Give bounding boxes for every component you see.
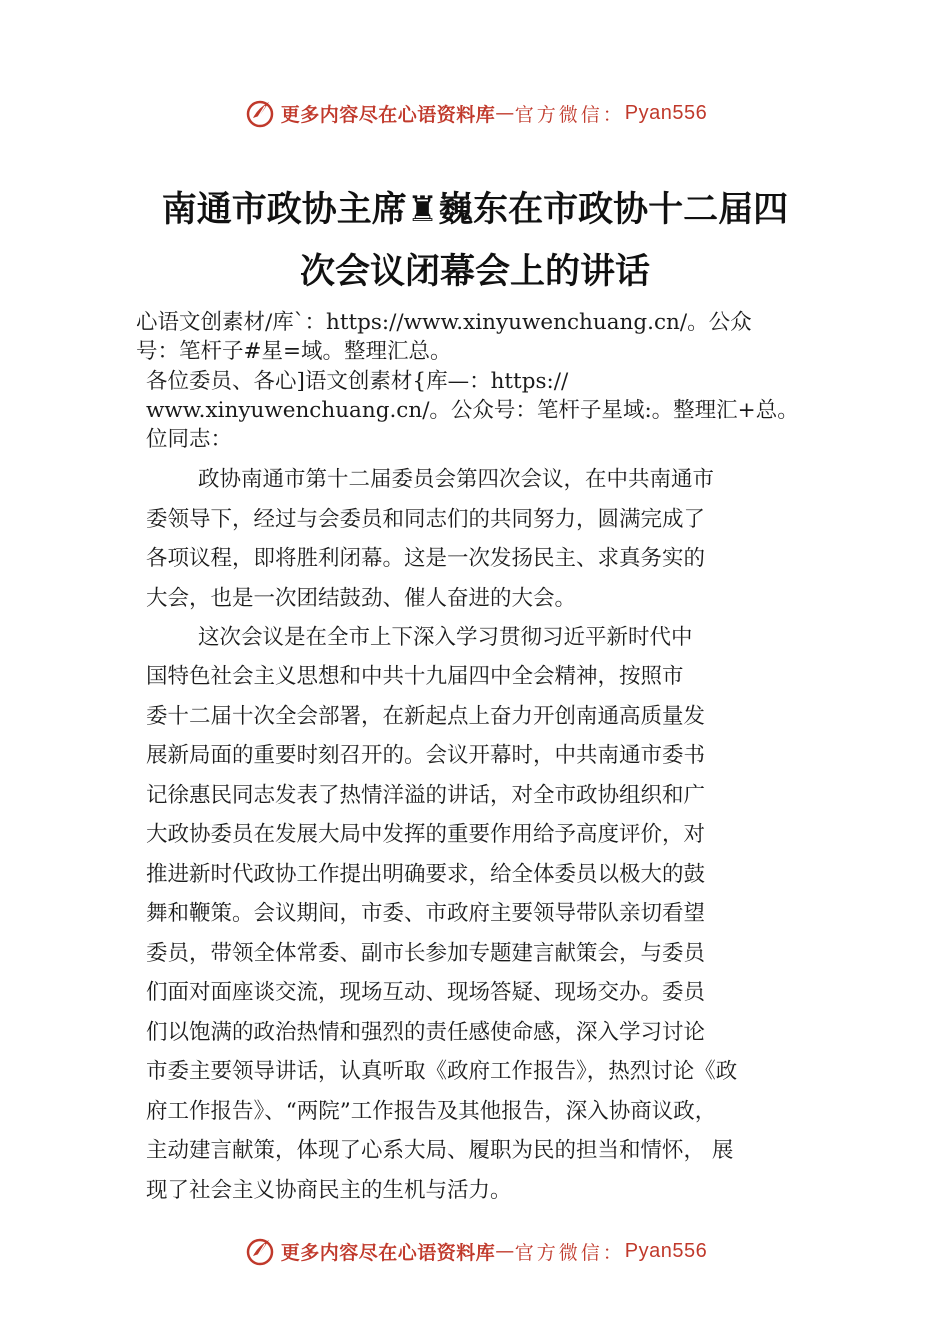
paragraph-line: 府工作报告》、“两院”工作报告及其他报告，深入协商议政， [146,1099,717,1124]
banner-separator: — [495,102,515,124]
paragraph-line: 展新局面的重要时刻召开的。会议开幕时，中共南通市委书 [146,743,706,768]
paragraph-line: 委领导下，经过与会委员和同志们的共同努力，圆满完成了 [146,507,706,532]
banner-wechat-label: 官方微信： [514,1241,625,1264]
paragraph-line: 委十二届十次全会部署，在新起点上奋力开创南通高质量发 [146,704,706,729]
banner-main-text: 更多内容尽在心语资料库 [280,1241,496,1264]
document-title-line-2: 次会议闭幕会上的讲话 [299,252,650,292]
salutation-line: www.xinyuwenchuang.cn/。公众号：笔杆子星域:。整理汇+总。 [146,398,799,423]
footer-banner [0,1234,950,1268]
header-note-line: 号：笔杆子#星=域。整理汇总。 [136,339,452,364]
salutation-line: 各位委员、各心]语文创素材{库—：https:// [146,369,569,394]
paragraph-line: 市委主要领导讲话，认真听取《政府工作报告》，热烈讨论《政 [146,1059,738,1084]
header-note-line: 心语文创素材/库`：https://www.xinyuwenchuang.cn/。公众 [136,310,752,335]
banner-wechat-id: Pyan556 [624,1239,708,1262]
banner-separator: — [495,1240,515,1262]
document-title-line-1: 南通市政协主席♜巍东在市政协十二届四 [161,190,789,230]
paragraph-line: 现了社会主义协商民主的生机与活力。 [146,1178,512,1203]
quill-seal-logo-icon [243,96,277,130]
banner-wechat-label: 官方微信： [514,103,625,126]
paragraph-line: 大政协委员在发展大局中发挥的重要作用给予高度评价，对 [146,822,706,847]
paragraph-line: 大会，也是一次团结鼓劲、催人奋进的大会。 [146,586,577,611]
paragraph-line: 国特色社会主义思想和中共十九届四中全会精神，按照市 [146,664,684,689]
banner-wechat-id: Pyan556 [624,101,708,124]
banner-main-text: 更多内容尽在心语资料库 [280,103,496,126]
paragraph-line: 舞和鞭策。会议期间，市委、市政府主要领导带队亲切看望 [146,901,706,926]
paragraph-line: 推进新时代政协工作提出明确要求，给全体委员以极大的鼓 [146,862,706,887]
paragraph-line: 各项议程，即将胜利闭幕。这是一次发扬民主、求真务实的 [146,546,706,571]
header-banner [0,96,950,130]
paragraph-line: 主动建言献策，体现了心系大局、履职为民的担当和情怀， 展 [146,1138,734,1163]
paragraph-line: 政协南通市第十二届委员会第四次会议，在中共南通市 [198,467,715,492]
paragraph-line: 这次会议是在全市上下深入学习贯彻习近平新时代中 [198,625,693,650]
salutation-line: 位同志： [146,427,233,452]
paragraph-line: 们以饱满的政治热情和强烈的责任感使命感，深入学习讨论 [146,1020,706,1045]
quill-seal-logo-icon [243,1234,277,1268]
paragraph-line: 记徐惠民同志发表了热情洋溢的讲话，对全市政协组织和广 [146,783,706,808]
paragraph-line: 委员，带领全体常委、副市长参加专题建言献策会，与委员 [146,941,706,966]
paragraph-line: 们面对面座谈交流，现场互动、现场答疑、现场交办。委员 [146,980,706,1005]
